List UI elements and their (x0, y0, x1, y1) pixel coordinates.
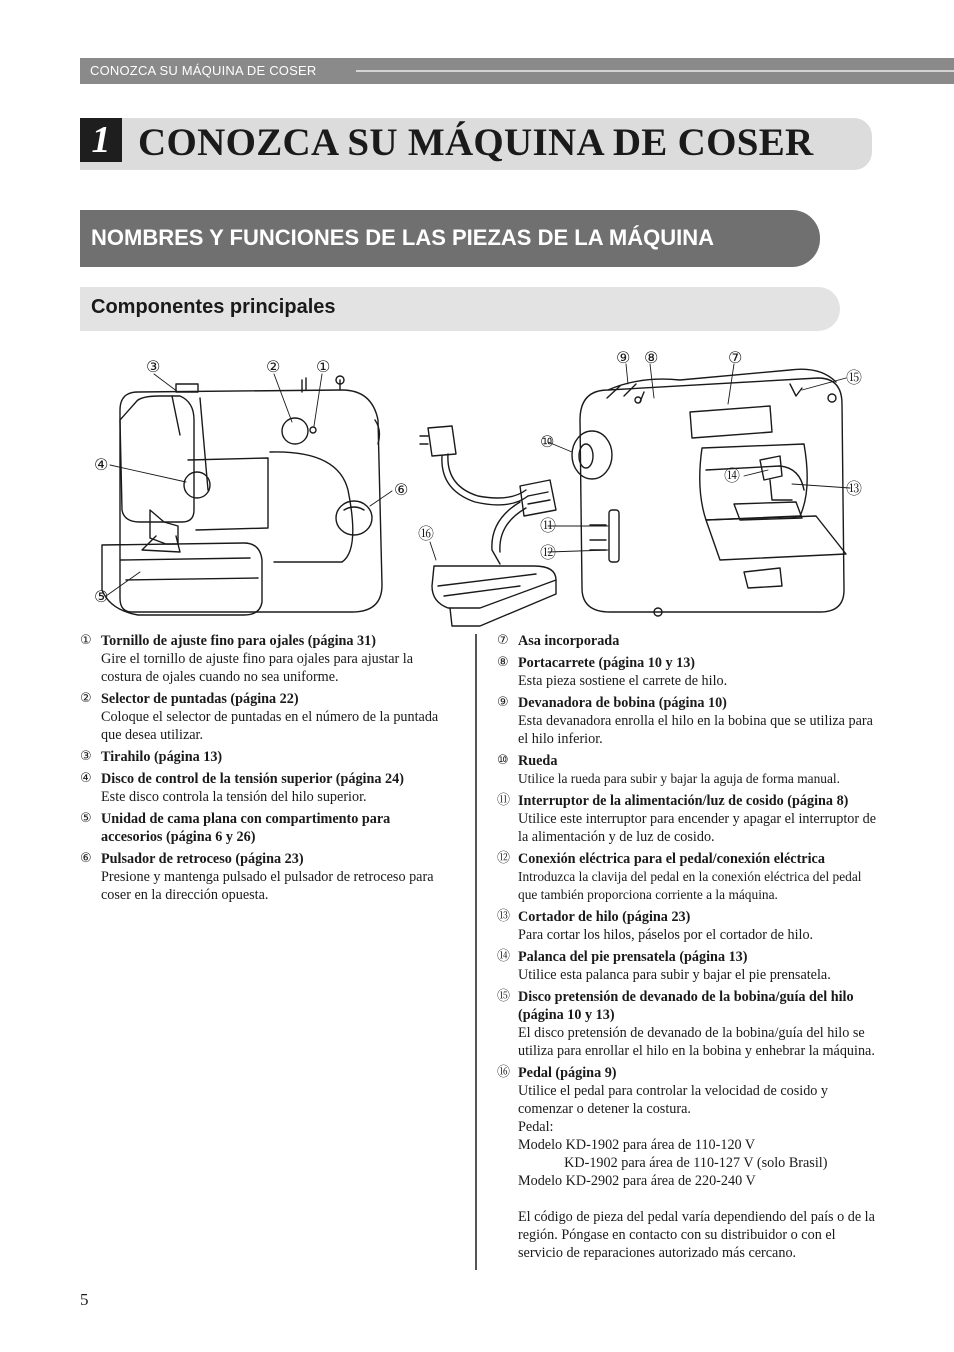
callout-1: ① (316, 357, 331, 376)
section-title: NOMBRES Y FUNCIONES DE LAS PIEZAS DE LA MÁQUINA (91, 225, 714, 250)
item-title: Cortador de hilo (página 23) (518, 909, 691, 925)
callout-13: ⑬ (846, 479, 863, 498)
callout-11: ⑪ (540, 516, 557, 535)
item-number: ⑥ (80, 851, 92, 866)
callout-15: ⑮ (846, 368, 863, 387)
power-cord-and-pedal-drawing (420, 426, 556, 626)
item-number: ⑬ (497, 909, 511, 924)
item-description: Utilice el pedal para controlar la velocidad de cosido y comenzar o detener la costura. Pedal: Modelo KD-1902 para área de 110-120 V KD-1902 para área de 110-127 V (solo Brasil) Modelo KD-2902 para área de 220-240 V El código de pieza del pedal varía dependiendo del país o de la región. Póngase en contacto con su distribuidor o con el servicio de reparaciones autorizado más cercano. (518, 1083, 875, 1261)
list-item (80, 748, 455, 766)
page-number: 5 (80, 1290, 89, 1309)
callout-3: ③ (146, 357, 161, 376)
item-title: Interruptor de la alimentación/luz de cosido (página 8) (518, 793, 849, 809)
item-title: Asa incorporada (518, 633, 620, 649)
item-number: ⑮ (497, 989, 511, 1004)
item-description: El disco pretensión de devanado de la bobina/guía del hilo se utiliza para enrollar el hilo en la bobina y enhebrar la máquina. (518, 1025, 875, 1059)
subsection-heading (80, 287, 872, 331)
list-item (497, 752, 877, 788)
list-item (497, 632, 877, 650)
item-description: Introduzca la clavija del pedal en la conexión eléctrica del pedal que también proporciona corriente a la máquina. (518, 869, 865, 902)
item-number: ⑭ (497, 949, 511, 964)
item-description: Gire el tornillo de ajuste fino para ojales para ajustar la costura de ojales cuando no sea uniforme. (101, 651, 417, 685)
item-title: Unidad de cama plana con compartimento para accesorios (página 6 y 26) (101, 811, 391, 845)
machine-illustration (80, 340, 880, 630)
item-description: Utilice esta palanca para subir y bajar el pie prensatela. (518, 967, 831, 983)
callout-8: ⑧ (644, 348, 659, 367)
chapter-heading (80, 118, 872, 170)
item-description: Esta devanadora enrolla el hilo en la bobina que se utiliza para el hilo inferior. (518, 713, 877, 747)
callout-4: ④ (94, 455, 109, 474)
running-header-rule (356, 70, 954, 72)
item-title: Selector de puntadas (página 22) (101, 691, 299, 707)
running-header (80, 58, 954, 84)
section-heading (80, 210, 872, 267)
item-number: ⑨ (497, 695, 509, 710)
parts-list-right (497, 632, 880, 1266)
item-title: Rueda (518, 753, 558, 769)
list-item (80, 810, 455, 846)
list-item (497, 1064, 877, 1262)
item-number: ⑫ (497, 851, 511, 866)
machine-drawing (80, 340, 880, 630)
list-item (497, 948, 877, 984)
callout-5: ⑤ (94, 587, 109, 606)
callout-9: ⑨ (616, 348, 631, 367)
list-item (497, 694, 877, 748)
item-description: Presione y mantenga pulsado el pulsador de retroceso para coser en la dirección opuesta. (101, 869, 438, 903)
list-item (497, 908, 877, 944)
item-description: Coloque el selector de puntadas en el número de la puntada que desea utilizar. (101, 709, 442, 743)
subsection-title: Componentes principales (91, 296, 336, 318)
item-title: Tirahilo (página 13) (101, 749, 223, 765)
item-title: Disco pretensión de devanado de la bobina/guía del hilo (página 10 y 13) (518, 989, 854, 1023)
item-title: Portacarrete (página 10 y 13) (518, 655, 696, 671)
callout-2: ② (266, 357, 281, 376)
callout-12: ⑫ (540, 543, 557, 562)
callout-16: ⑯ (418, 524, 435, 543)
item-number: ⑤ (80, 811, 92, 826)
item-description: Este disco controla la tensión del hilo superior. (101, 789, 367, 805)
item-title: Palanca del pie prensatela (página 13) (518, 949, 748, 965)
parts-list-left (80, 632, 455, 908)
item-description: Esta pieza sostiene el carrete de hilo. (518, 673, 728, 689)
item-title: Pulsador de retroceso (página 23) (101, 851, 304, 867)
chapter-number: 1 (80, 118, 122, 162)
item-description: Utilice la rueda para subir y bajar la aguja de forma manual. (518, 771, 840, 786)
callout-14: ⑭ (724, 466, 741, 485)
item-number: ⑯ (497, 1065, 511, 1080)
item-number: ⑪ (497, 793, 511, 808)
back-machine-drawing (572, 369, 846, 616)
list-item (497, 792, 880, 846)
item-number: ⑦ (497, 633, 509, 648)
callout-7: ⑦ (728, 348, 743, 367)
item-title: Tornillo de ajuste fino para ojales (página 31) (101, 633, 376, 649)
item-description: Para cortar los hilos, páselos por el cortador de hilo. (518, 927, 814, 943)
item-number: ③ (80, 749, 92, 764)
item-title: Devanadora de bobina (página 10) (518, 695, 727, 711)
list-item (80, 770, 455, 806)
item-description: Utilice este interruptor para encender y apagar el interruptor de la alimentación y de luz de cosido. (518, 811, 880, 845)
callout-10: ⑩ (540, 432, 555, 451)
item-title: Disco de control de la tensión superior (página 24) (101, 771, 404, 787)
column-divider (475, 634, 477, 1270)
list-item (80, 690, 455, 744)
front-machine-drawing (102, 376, 382, 615)
list-item (497, 654, 877, 690)
running-header-title: CONOZCA SU MÁQUINA DE COSER (90, 63, 317, 78)
item-title: Conexión eléctrica para el pedal/conexión eléctrica (518, 851, 825, 867)
list-item (80, 850, 455, 904)
item-number: ⑧ (497, 655, 509, 670)
callout-6: ⑥ (394, 480, 409, 499)
item-title: Pedal (página 9) (518, 1065, 617, 1081)
item-number: ⑩ (497, 753, 509, 768)
item-number: ② (80, 691, 92, 706)
list-item (497, 850, 877, 904)
item-number: ① (80, 633, 92, 648)
chapter-title: CONOZCA SU MÁQUINA DE COSER (138, 121, 814, 164)
list-item (80, 632, 455, 686)
list-item (497, 988, 877, 1060)
item-number: ④ (80, 771, 92, 786)
